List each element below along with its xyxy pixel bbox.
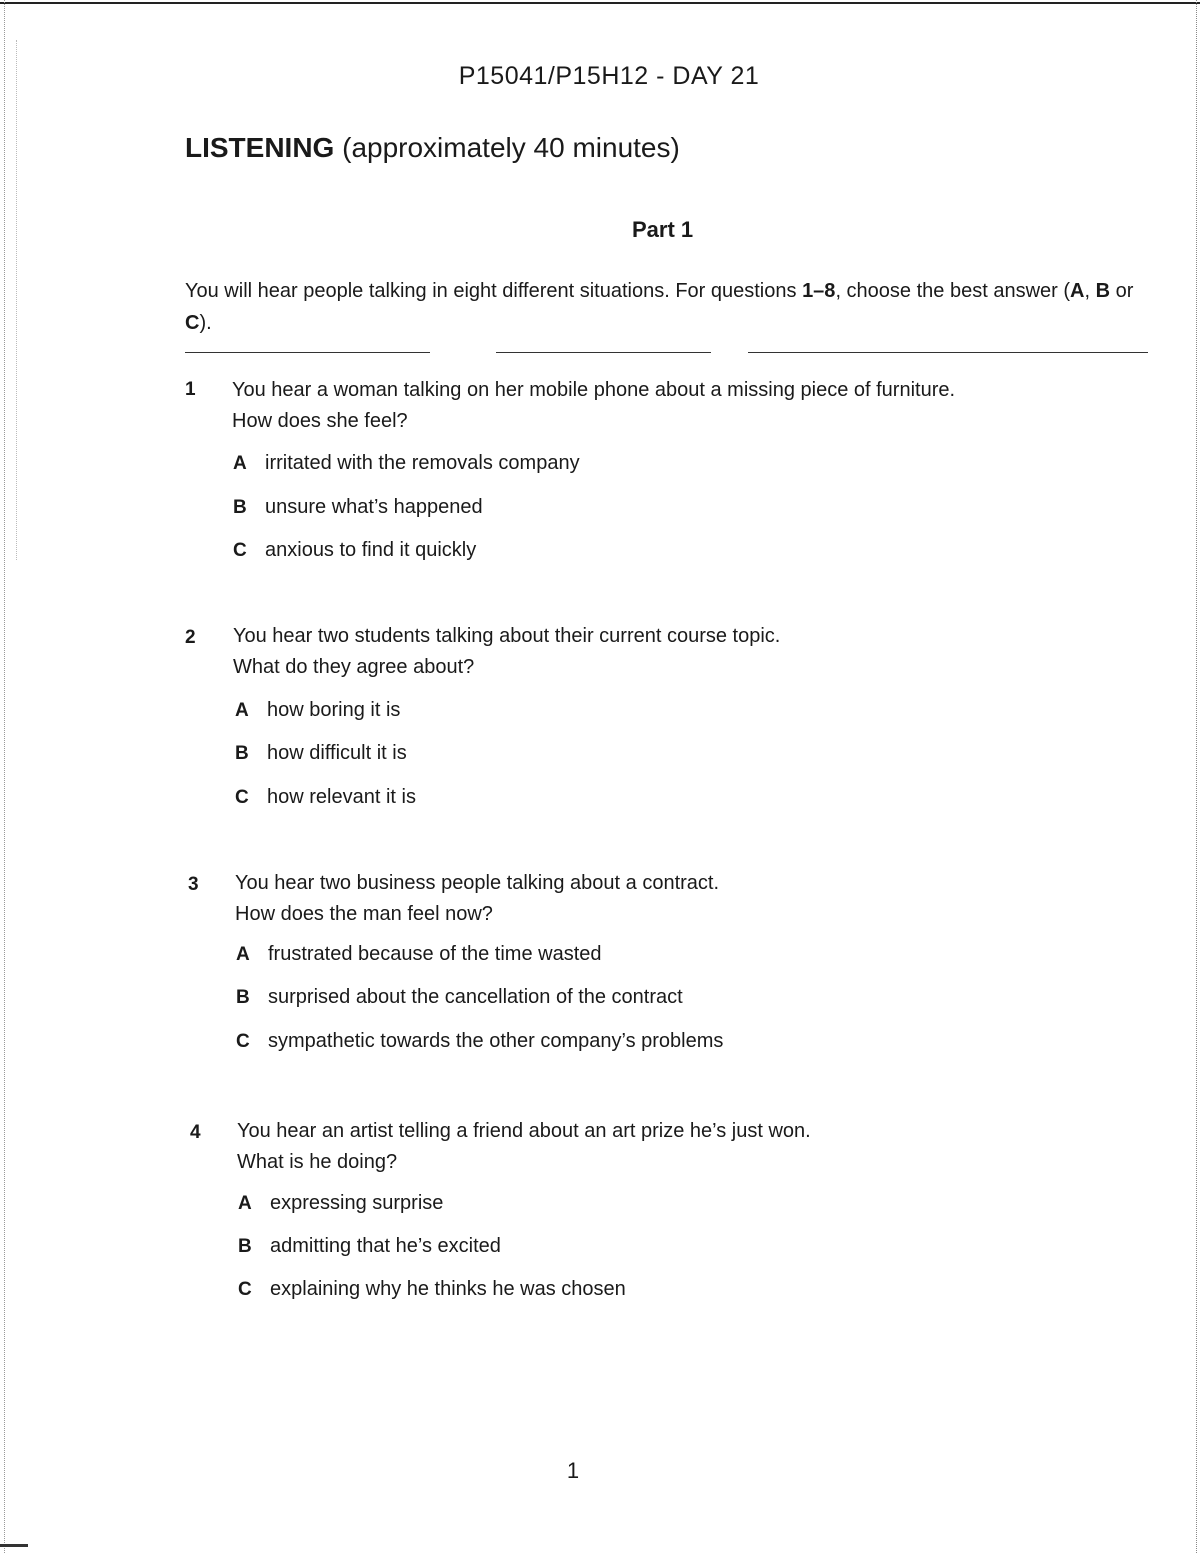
question-prompt: How does the man feel now? (235, 903, 493, 925)
instructions-text-middle: , choose the best answer ( (835, 280, 1071, 302)
option-c[interactable] (235, 786, 416, 809)
option-text: unsure what’s happened (265, 496, 483, 518)
option-c[interactable] (233, 539, 476, 562)
option-letter: C (233, 540, 247, 561)
option-a[interactable] (236, 943, 602, 966)
instructions-letter-b: B (1095, 280, 1111, 302)
option-letter: A (238, 1193, 252, 1214)
question-prompt: What do they agree about? (233, 656, 475, 678)
scan-top-rule (0, 2, 1200, 4)
option-text: anxious to find it quickly (265, 539, 477, 561)
divider-segment (496, 352, 711, 353)
scan-left-edge-inner (16, 40, 17, 560)
option-text: sympathetic towards the other company’s problems (268, 1030, 724, 1052)
option-text: expressing surprise (270, 1192, 444, 1214)
question-scenario: You hear an artist telling a friend about an art prize he’s just won. (237, 1120, 811, 1142)
scan-right-edge (1196, 0, 1197, 1553)
option-c[interactable] (236, 1030, 723, 1053)
section-title-duration: (approximately 40 minutes) (334, 132, 680, 163)
option-text: explaining why he thinks he was chosen (270, 1278, 626, 1300)
question-scenario: You hear two business people talking about a contract. (235, 872, 720, 894)
instructions-letter-a: A (1070, 280, 1085, 302)
option-letter: A (236, 944, 250, 965)
question-number: 3 (188, 874, 199, 895)
option-text: surprised about the cancellation of the contract (268, 986, 683, 1008)
divider-segment (185, 352, 430, 353)
option-c[interactable] (238, 1278, 626, 1301)
scan-corner-mark (0, 1544, 28, 1547)
page-number: 1 (566, 1458, 580, 1483)
question-text (237, 1116, 1087, 1178)
question-prompt: How does she feel? (232, 410, 408, 432)
question-text (232, 375, 1082, 437)
question-number: 1 (185, 379, 196, 400)
paper-code-header: P15041/P15H12 - DAY 21 (458, 62, 760, 90)
question-number: 4 (190, 1122, 201, 1143)
option-b[interactable] (235, 742, 407, 765)
question-text (235, 868, 1085, 930)
question-prompt: What is he doing? (237, 1151, 398, 1173)
instructions-text-end: ). (199, 312, 212, 334)
instructions-text-before: You will hear people talking in eight different situations. For questions (185, 280, 803, 302)
section-title-bold: LISTENING (185, 132, 335, 163)
option-letter: A (235, 700, 249, 721)
option-letter: A (233, 453, 247, 474)
option-text: frustrated because of the time wasted (268, 943, 602, 965)
option-letter: C (235, 787, 249, 808)
instructions (185, 275, 1160, 339)
option-text: how boring it is (267, 699, 401, 721)
question-number: 2 (185, 627, 196, 648)
instructions-sep-1: , (1084, 280, 1096, 302)
option-text: admitting that he’s excited (270, 1235, 501, 1257)
option-b[interactable] (233, 496, 483, 519)
option-letter: B (235, 743, 249, 764)
option-b[interactable] (236, 986, 683, 1009)
instructions-sep-2: or (1110, 280, 1134, 302)
instructions-question-range: 1–8 (802, 280, 836, 302)
option-a[interactable] (233, 452, 580, 475)
option-text: irritated with the removals company (265, 452, 580, 474)
question-text (233, 621, 1083, 683)
question-scenario: You hear a woman talking on her mobile phone about a missing piece of furniture. (232, 379, 956, 401)
instructions-letter-c: C (185, 312, 200, 334)
option-a[interactable] (238, 1192, 443, 1215)
option-letter: B (238, 1236, 252, 1257)
scan-left-edge (4, 0, 5, 1553)
option-b[interactable] (238, 1235, 501, 1258)
option-letter: B (233, 497, 247, 518)
section-title (185, 132, 680, 164)
option-text: how relevant it is (267, 786, 416, 808)
question-scenario: You hear two students talking about their current course topic. (233, 625, 781, 647)
option-letter: C (236, 1031, 250, 1052)
divider-segment (748, 352, 1148, 353)
option-letter: B (236, 987, 250, 1008)
option-text: how difficult it is (267, 742, 407, 764)
option-letter: C (238, 1279, 252, 1300)
option-a[interactable] (235, 699, 400, 722)
part-heading: Part 1 (632, 217, 694, 242)
